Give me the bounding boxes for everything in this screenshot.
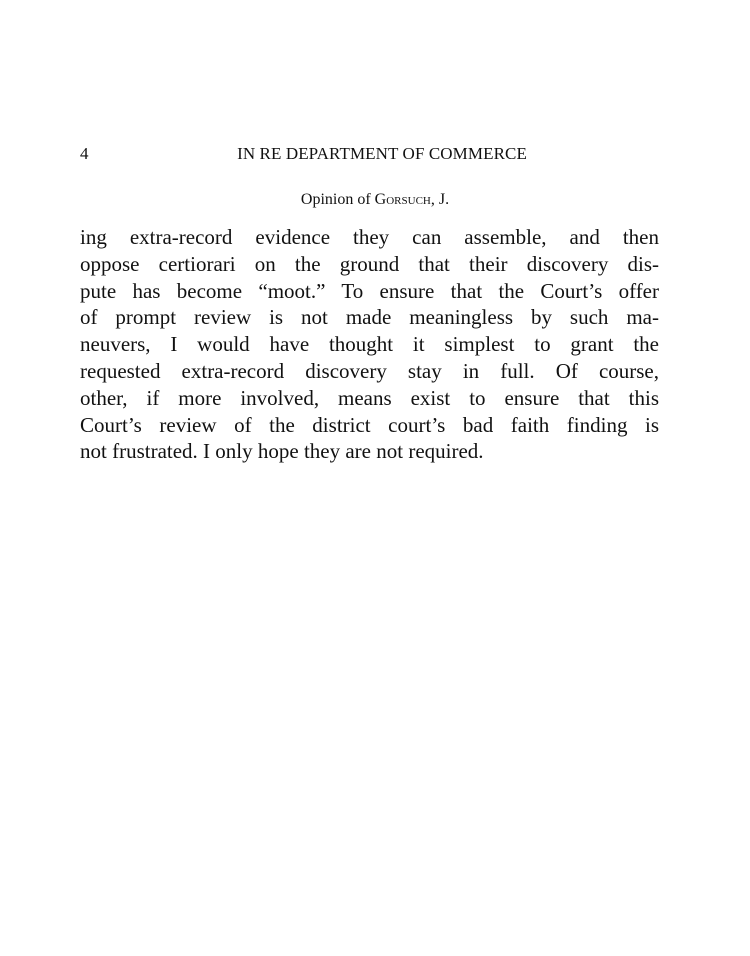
body-line: ing extra-record evidence they can assemble, and then [80, 225, 659, 249]
opinion-attribution [0, 190, 750, 210]
opinion-author: Gorsuch [374, 191, 431, 208]
body-line: of prompt review is not made meaningless by such ma- [80, 305, 659, 330]
opinion-suffix: , J. [430, 191, 450, 208]
body-line: not frustrated. I only hope they are not required. [80, 439, 484, 464]
running-head [0, 144, 750, 164]
body-line: oppose certiorari on the ground that their discovery dis- [80, 251, 659, 276]
running-title: IN RE DEPARTMENT OF COMMERCE [237, 144, 527, 163]
page-number: 4 [80, 144, 89, 163]
body-line: other, if more involved, means exist to ensure that this [80, 385, 659, 410]
body-line: requested extra-record discovery stay in full. Of course, [80, 358, 659, 383]
body-line: Court’s review of the district court’s bad faith finding is [80, 412, 659, 437]
body-line: neuvers, I would have thought it simplest to grant the [80, 332, 659, 357]
body-line: pute has become “moot.” To ensure that the Court’s offer [80, 278, 659, 303]
opinion-prefix: Opinion of [300, 191, 375, 208]
opinion-body-paragraph [80, 224, 659, 465]
